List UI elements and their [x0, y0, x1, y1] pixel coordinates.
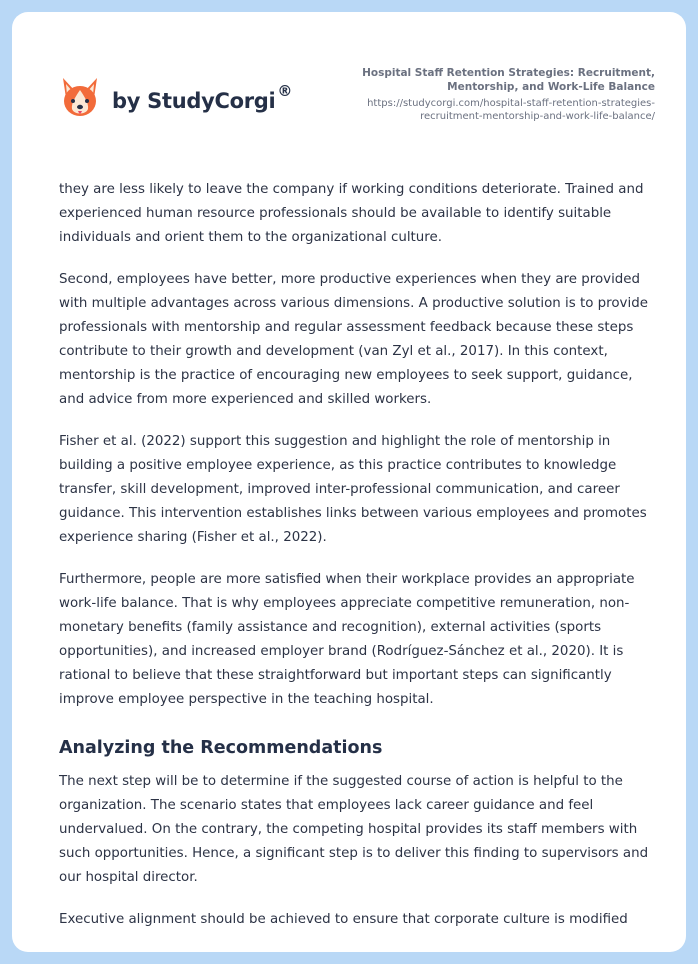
registered-mark: ® [277, 81, 293, 100]
document-title: Hospital Staff Retention Strategies: Recruitment, Mentorship, and Work-Life Balance [362, 67, 655, 93]
brand-name: by StudyCorgi ® [112, 81, 293, 113]
paragraph-5: The next step will be to determine if the suggested course of action is helpful to the organization. The scenario states that employees lack career guidance and feel undervalued. On the contrary, the competing hospital provides its staff members with such opportunities. Hence, a significant step is to deliver this finding to supervisors and our hospital director. [59, 774, 649, 885]
document-url[interactable]: https://studycorgi.com/hospital-staff-retention-strategies-recruitment-mentorship-and-work-life-balance/ [367, 98, 655, 122]
paragraph-6: Executive alignment should be achieved to ensure that corporate culture is modified [59, 912, 628, 927]
section-heading: Analyzing the Recommendations [59, 738, 383, 758]
page-header [12, 12, 686, 172]
article-body [59, 178, 659, 950]
corgi-logo-icon [60, 76, 100, 120]
paragraph-4: Furthermore, people are more satisfied when their workplace provides an appropriate work-life balance. That is why employees appreciate competitive remuneration, non-monetary benefits (family assistance and recognition), external activities (sports opportunities), and increased employer brand (Rodríguez-Sánchez et al., 2020). It is rational to believe that these straightforward but important steps can significantly improve employee perspective in the teaching hospital. [59, 572, 635, 707]
document-page [12, 12, 686, 952]
paragraph-3: Fisher et al. (2022) support this suggestion and highlight the role of mentorship in building a positive employee experience, as this practice contributes to knowledge transfer, skill development, improved inter-professional communication, and career guidance. This intervention establishes links between various employees and promotes experience sharing (Fisher et al., 2022). [59, 434, 647, 545]
paragraph-2: Second, employees have better, more productive experiences when they are provided with multiple advantages across various dimensions. A productive solution is to provide professionals with mentorship and regular assessment feedback because these steps contribute to their growth and development (van Zyl et al., 2017). In this context, mentorship is the practice of encouraging new employees to seek support, guidance, and advice from more experienced and skilled workers. [59, 272, 648, 407]
studycorgi-logo[interactable] [60, 76, 292, 120]
paragraph-1: they are less likely to leave the company if working conditions deteriorate. Trained and experienced human resource professionals should be available to identify suitable individuals and orient them to the organizational culture. [59, 182, 644, 245]
document-meta [335, 66, 655, 123]
